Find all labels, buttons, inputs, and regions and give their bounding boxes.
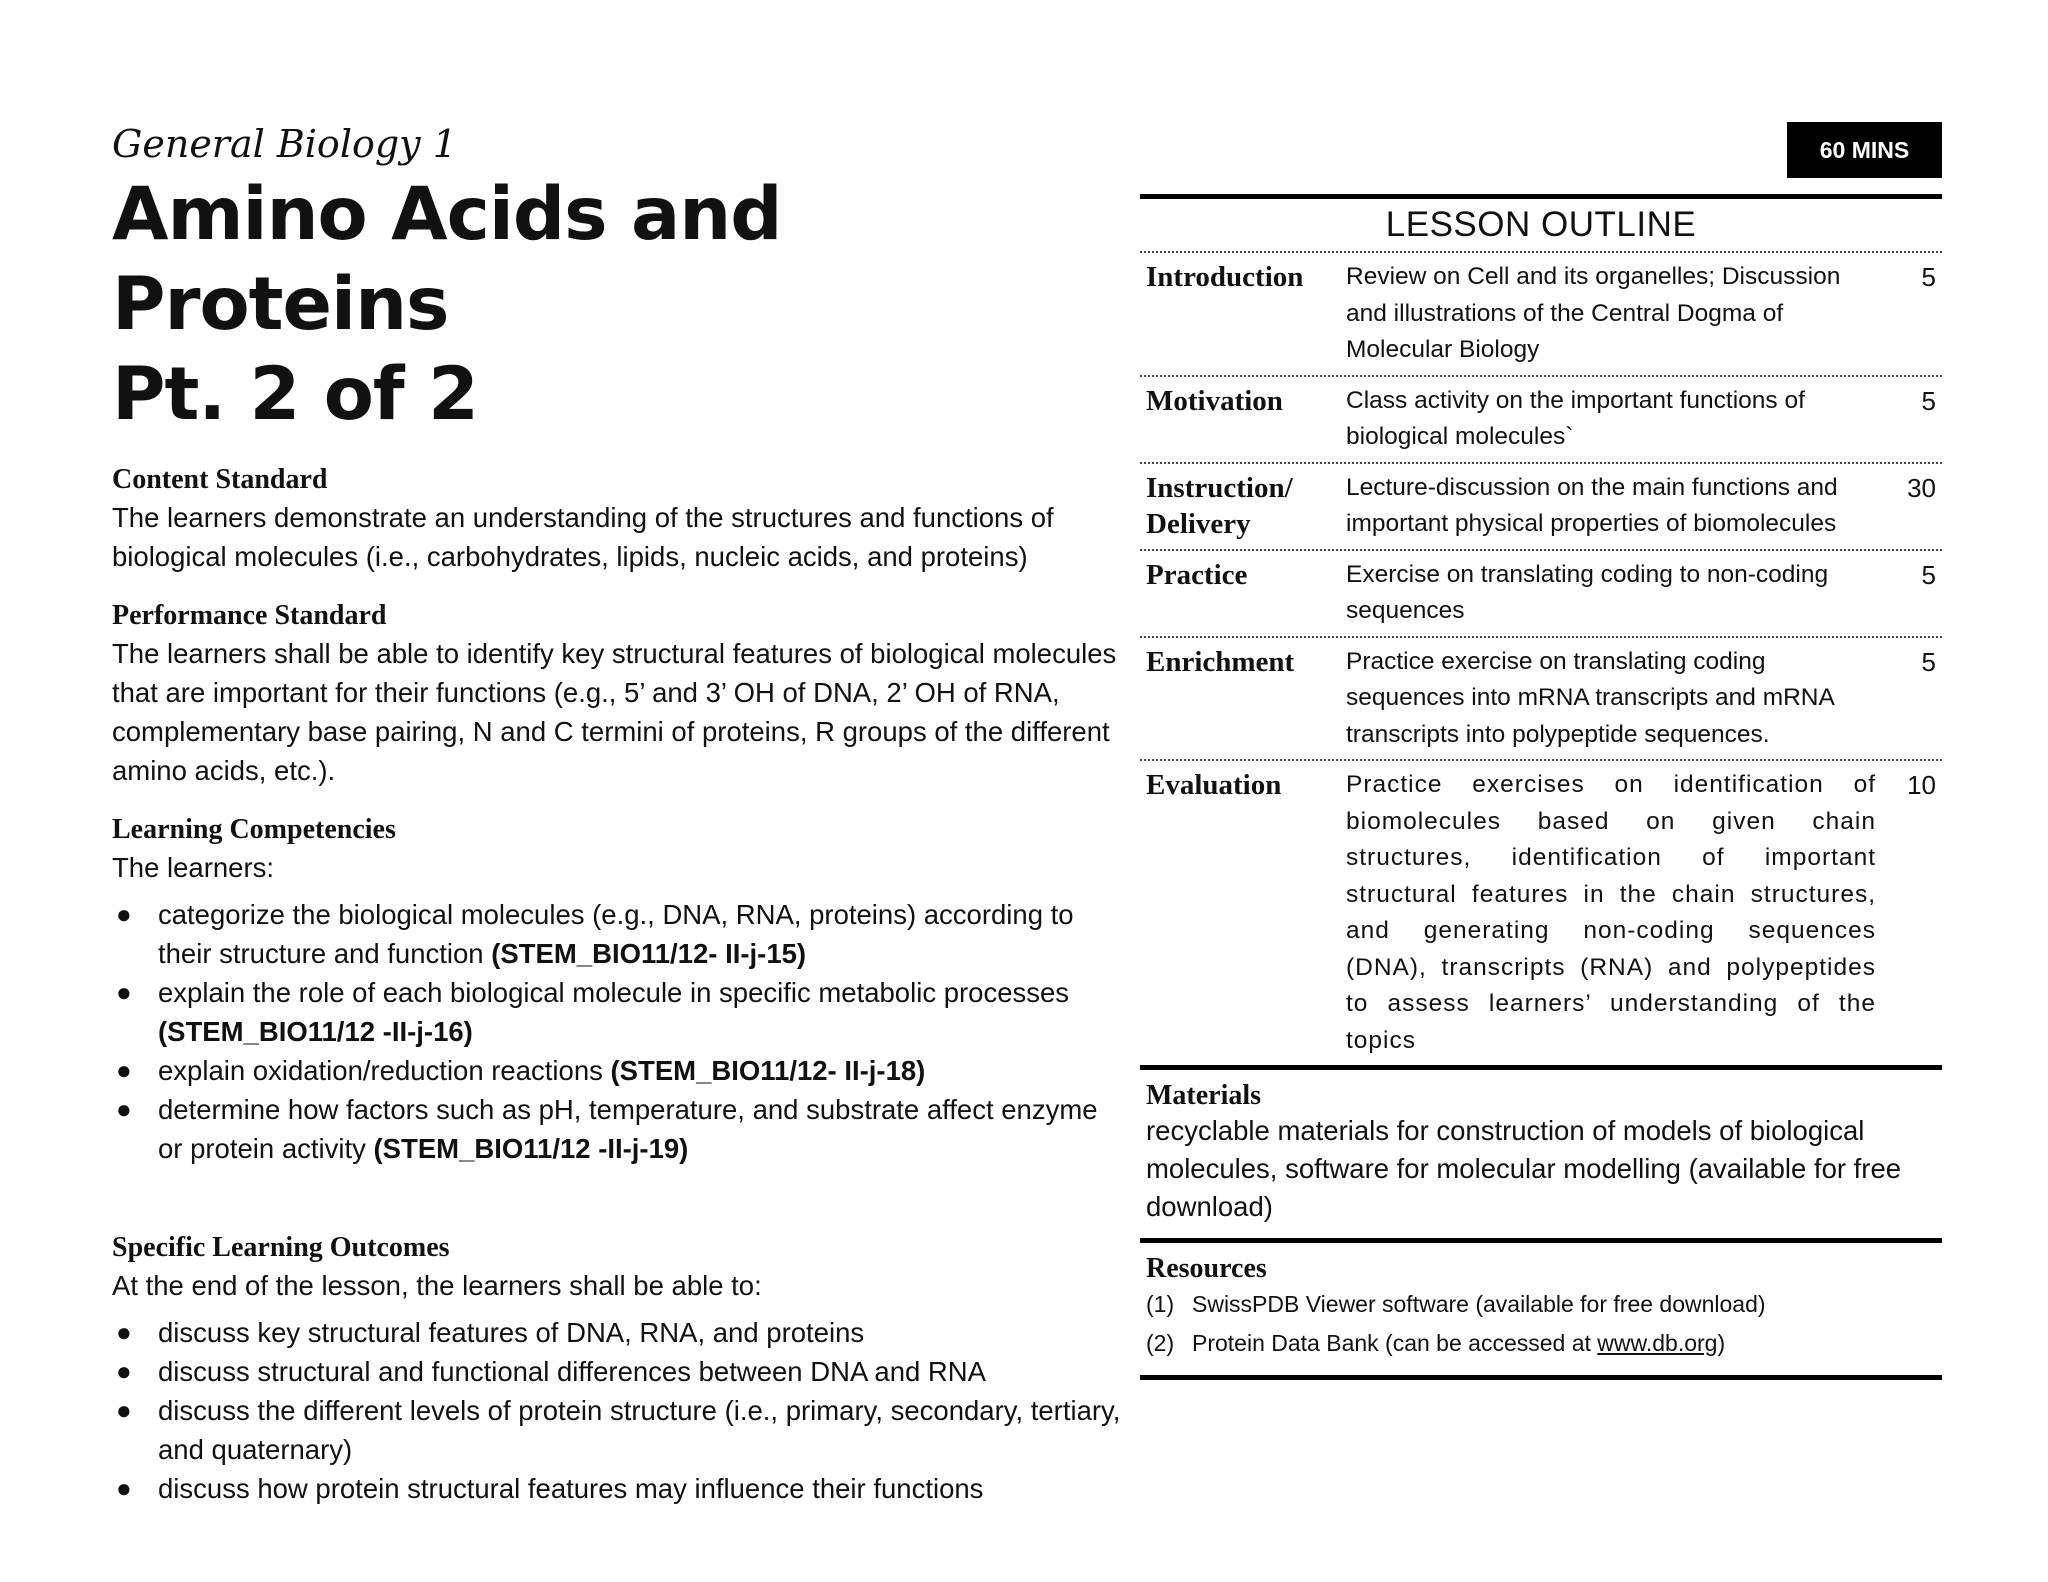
- bullet-icon: ●: [116, 1356, 132, 1386]
- phase-description: Practice exercises on identification of biomolecules based on given chain structures, identification of important structural features in the chain structures, and generating non-coding sequences (DNA), transcripts (RNA) and polypeptides to assess learners’ understanding of the topics: [1346, 771, 1876, 1054]
- table-row: [1140, 464, 1942, 551]
- competencies-list: [112, 895, 1122, 1168]
- performance-standard-heading: Performance Standard: [112, 600, 387, 631]
- phase-label: Motivation: [1146, 384, 1283, 417]
- learning-outcomes-heading: Specific Learning Outcomes: [112, 1232, 450, 1263]
- list-item: ● discuss structural and functional differences between DNA and RNA: [112, 1352, 1122, 1391]
- list-item: ● categorize the biological molecules (e.g., DNA, RNA, proteins) according to their structure and function (STEM_BIO11/12- II-j-15): [112, 895, 1122, 973]
- phase-minutes: 30: [1907, 472, 1936, 503]
- bullet-icon: ●: [116, 977, 132, 1007]
- content-standard-text: The learners demonstrate an understanding of the structures and functions of biological molecules (i.e., carbohydrates, lipids, nucleic acids, and proteins): [112, 502, 1054, 572]
- bullet-icon: ●: [116, 1473, 132, 1503]
- list-item: [1146, 1324, 1936, 1363]
- left-column: [112, 120, 1122, 1530]
- table-row: [1140, 761, 1942, 1070]
- list-item: ● explain oxidation/reduction reactions (STEM_BIO11/12- II-j-18): [112, 1051, 1122, 1090]
- resource-link[interactable]: www.db.org: [1597, 1330, 1718, 1356]
- list-item: ● discuss key structural features of DNA, RNA, and proteins: [112, 1313, 1122, 1352]
- materials-text: recyclable materials for construction of models of biological molecules, software for molecular modelling (available for free download): [1146, 1115, 1902, 1222]
- performance-standard-text: The learners shall be able to identify key structural features of biological molecules that are important for their functions (e.g., 5’ and 3’ OH of DNA, 2’ OH of RNA, complementary base pairing, N and C termini of proteins, R groups of the different amino acids, etc.).: [112, 638, 1117, 786]
- phase-minutes: 5: [1921, 385, 1936, 416]
- lesson-outline-title: LESSON OUTLINE: [1140, 199, 1942, 253]
- bullet-icon: ●: [116, 1094, 132, 1124]
- list-item: ● discuss how protein structural features may influence their functions: [112, 1469, 1122, 1508]
- table-row: [1140, 253, 1942, 377]
- page-title: [112, 170, 1122, 440]
- list-item: ● explain the role of each biological molecule in specific metabolic processes (STEM_BIO11/12 -II-j-16): [112, 973, 1122, 1051]
- phase-minutes: 10: [1907, 770, 1936, 800]
- phase-minutes: 5: [1921, 559, 1936, 590]
- materials-section: [1140, 1070, 1942, 1243]
- bullet-icon: ●: [116, 1317, 132, 1347]
- phase-description: Lecture-discussion on the main functions and important physical properties of biomolecules: [1346, 473, 1838, 537]
- resources-heading: Resources: [1146, 1253, 1267, 1284]
- resource-number: (1): [1146, 1291, 1175, 1317]
- phase-minutes: 5: [1921, 262, 1936, 292]
- performance-standard-section: [112, 598, 1122, 790]
- learning-competencies-intro: The learners:: [112, 852, 275, 883]
- phase-description: Review on Cell and its organelles; Discussion and illustrations of the Central Dogma of Molecular Biology: [1346, 263, 1841, 363]
- phase-label: Instruction/ Delivery: [1146, 471, 1293, 540]
- learning-outcomes-intro: At the end of the lesson, the learners shall be able to:: [112, 1270, 762, 1301]
- list-item: ● discuss the different levels of protein structure (i.e., primary, secondary, tertiary, and quaternary): [112, 1391, 1122, 1469]
- content-standard-heading: Content Standard: [112, 464, 328, 495]
- list-item: [1146, 1285, 1936, 1324]
- competency-code: (STEM_BIO11/12 -II-j-16): [158, 1016, 473, 1047]
- learning-competencies-heading: Learning Competencies: [112, 814, 396, 845]
- phase-minutes: 5: [1921, 646, 1936, 677]
- phase-label: Introduction: [1146, 261, 1304, 293]
- outcomes-list: [112, 1313, 1122, 1508]
- phase-label: Practice: [1146, 558, 1248, 591]
- learning-competencies-section: [112, 812, 1122, 1168]
- table-row: [1140, 638, 1942, 762]
- bullet-icon: ●: [116, 1055, 132, 1085]
- resource-text: Protein Data Bank (can be accessed at: [1192, 1330, 1598, 1356]
- materials-heading: Materials: [1146, 1080, 1262, 1111]
- bullet-icon: ●: [116, 1395, 132, 1425]
- phase-description: Exercise on translating coding to non-coding sequences: [1346, 560, 1829, 624]
- competency-code: (STEM_BIO11/12- II-j-15): [491, 938, 807, 969]
- phase-label: Evaluation: [1146, 769, 1282, 801]
- resource-text: SwissPDB Viewer software (available for free download): [1192, 1291, 1766, 1317]
- table-row: [1140, 377, 1942, 464]
- title-line-1: Amino Acids and Proteins: [112, 172, 782, 347]
- duration-badge: 60 MINS: [1787, 122, 1942, 178]
- phase-description: Practice exercise on translating coding sequences into mRNA transcripts and mRNA transcripts into polypeptide sequences.: [1346, 647, 1834, 748]
- resource-text-tail: ): [1717, 1330, 1726, 1356]
- competency-code: (STEM_BIO11/12 -II-j-19): [373, 1133, 689, 1164]
- resource-number: (2): [1146, 1330, 1175, 1356]
- resources-section: [1140, 1243, 1942, 1380]
- title-line-2: Pt. 2 of 2: [112, 352, 478, 437]
- lesson-outline-table: [1140, 194, 1942, 1380]
- subject-label: General Biology 1: [112, 122, 457, 166]
- phase-description: Class activity on the important functions of biological molecules`: [1346, 386, 1805, 450]
- competency-code: (STEM_BIO11/12- II-j-18): [610, 1055, 926, 1086]
- learning-outcomes-section: [112, 1230, 1122, 1508]
- table-row: [1140, 551, 1942, 638]
- phase-label: Enrichment: [1146, 645, 1295, 678]
- content-standard-section: [112, 462, 1122, 576]
- bullet-icon: ●: [116, 899, 132, 929]
- list-item: ● determine how factors such as pH, temperature, and substrate affect enzyme or protein activity (STEM_BIO11/12 -II-j-19): [112, 1090, 1122, 1168]
